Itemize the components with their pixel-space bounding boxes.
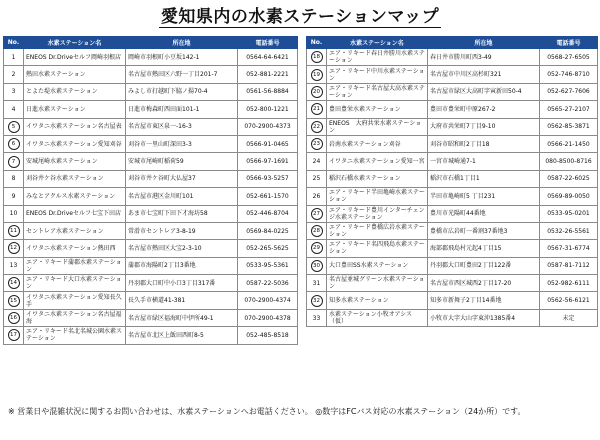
station-number-cell	[307, 83, 327, 100]
station-tel: 0562-85-3871	[540, 118, 598, 135]
station-number: 26	[312, 192, 321, 200]
station-name: 知多水素ステーション	[327, 292, 428, 309]
station-number-cell	[307, 66, 327, 83]
station-number-cell	[4, 309, 24, 326]
table-row	[307, 275, 598, 292]
table-row	[307, 83, 598, 100]
station-number: 1	[11, 53, 16, 61]
station-number-cell	[4, 292, 24, 309]
fc-bus-circle-number: 5	[8, 121, 20, 133]
station-number: 25	[312, 175, 321, 183]
station-number-cell	[4, 188, 24, 205]
station-address: 刈谷市井ケ谷町大仏屋37	[126, 170, 238, 187]
station-tel: 052-446-8704	[238, 205, 298, 222]
station-tel: 0587-22-5036	[238, 275, 298, 292]
table-row	[4, 275, 298, 292]
station-number-cell	[4, 49, 24, 66]
station-number-cell	[307, 49, 327, 66]
station-name: 岩南水素ステーション刈谷	[327, 135, 428, 152]
station-address: 長久手市横道41-381	[126, 292, 238, 309]
station-number-cell	[307, 118, 327, 135]
station-name: エア・リキード名古屋大高水素ステーション	[327, 83, 428, 100]
station-address: 名古屋市緑区福海町中伊所49-1	[126, 309, 238, 326]
station-number-cell	[4, 327, 24, 344]
header-address: 所在地	[428, 37, 540, 49]
station-address: 大府市共栄町7丁目9-10	[428, 118, 540, 135]
station-name: イワタニ水素ステーション名古屋福海	[24, 309, 126, 326]
station-address: 刈谷市一里山町深田3-3	[126, 135, 238, 152]
station-tel: 052-746-8710	[540, 66, 598, 83]
table-row	[4, 135, 298, 152]
fc-bus-circle-number: 6	[8, 138, 20, 150]
station-name: 水素ステーション小牧オアシス（仮）	[327, 309, 428, 326]
station-table-right	[306, 36, 598, 327]
station-name: 名古屋並城グリーン水素ステーション	[327, 275, 428, 292]
station-number-cell	[4, 222, 24, 239]
station-tel: 0569-84-0225	[238, 222, 298, 239]
station-number-cell	[307, 170, 327, 187]
table-row	[307, 222, 598, 239]
footnote: ※ 営業日や混雑状況に関するお問い合わせは、水素ステーションへお電話ください。 ◎数字はFCバス対応の水素ステーション（24か所）です。	[8, 407, 526, 416]
station-tel: 080-8500-8716	[540, 153, 598, 170]
station-address: 岡崎市羽根町小豆坂142-1	[126, 49, 238, 66]
station-number: 9	[11, 192, 16, 200]
station-tel: 0562-56-6121	[540, 292, 598, 309]
station-address: 海部郡飛島村元起4丁目15	[428, 240, 540, 257]
table-row	[307, 49, 598, 66]
station-tel: 0587-81-7112	[540, 257, 598, 274]
station-address: 常滑市セントレア3-8-19	[126, 222, 238, 239]
header-address: 所在地	[126, 37, 238, 49]
station-tel: 052-627-7606	[540, 83, 598, 100]
table-row	[4, 170, 298, 187]
station-name: イワタニ水素ステーション熱田西	[24, 240, 126, 257]
header-no: No.	[307, 37, 327, 49]
station-address: 名古屋市緑区大高町字寅新田50-4	[428, 83, 540, 100]
header-name: 水素ステーション名	[24, 37, 126, 49]
station-rows-left	[4, 49, 298, 345]
station-address: 半田市亀崎町5 丁目231	[428, 188, 540, 205]
page-title	[0, 2, 600, 27]
station-tel: 052-265-5625	[238, 240, 298, 257]
station-address: 名古屋市東区泉一-16-3	[126, 118, 238, 135]
table-row	[307, 135, 598, 152]
table-row	[4, 49, 298, 66]
station-address: みよし市打越町下脇ノ揚70-4	[126, 83, 238, 100]
table-row	[4, 257, 298, 274]
station-address: あま市七宝町下田下才海坊58	[126, 205, 238, 222]
table-row	[307, 153, 598, 170]
station-number: 8	[11, 175, 16, 183]
station-tel: 0566-93-5257	[238, 170, 298, 187]
table-row	[4, 153, 298, 170]
station-number: 31	[312, 279, 321, 287]
station-name: とよた堤水素ステーション	[24, 83, 126, 100]
station-number: 4	[11, 105, 16, 113]
station-name: エア・リキード名四飛島水素ステーション	[327, 240, 428, 257]
table-row	[307, 309, 598, 326]
station-address: 名古屋市熱田区大宝2-3-10	[126, 240, 238, 257]
station-number: 3	[11, 88, 16, 96]
table-row	[307, 101, 598, 118]
station-tel: 0568-27-6505	[540, 49, 598, 66]
station-number-cell	[4, 170, 24, 187]
station-name: エア・リキード豊川インターチェンジ水素ステーション	[327, 205, 428, 222]
station-number-cell	[307, 188, 327, 205]
station-tel: 052-800-1221	[238, 101, 298, 118]
fc-bus-circle-number: 22	[311, 121, 323, 133]
page-title-text: 愛知県内の水素ステーションマップ	[160, 7, 440, 27]
station-address: 名古屋市北区上飯田西町8-5	[126, 327, 238, 344]
station-number-cell	[4, 101, 24, 118]
table-row	[307, 170, 598, 187]
table-row	[4, 292, 298, 309]
station-name: エア・リキード春日井勝川水素ステーション	[327, 49, 428, 66]
table-header-row	[4, 37, 298, 49]
station-address: 春日井市勝川町西3-49	[428, 49, 540, 66]
station-tel: 0564-64-6421	[238, 49, 298, 66]
station-tel: 0566-97-1691	[238, 153, 298, 170]
station-name: 稲沢石橋水素ステーション	[327, 170, 428, 187]
station-number-cell	[4, 153, 24, 170]
table-row	[307, 292, 598, 309]
station-number-cell	[4, 240, 24, 257]
station-number-cell	[307, 101, 327, 118]
station-address: 丹羽郡大口町中小口3丁目317番	[126, 275, 238, 292]
station-tel: 0565-27-2107	[540, 101, 598, 118]
station-address: 一宮市城崎通7-1	[428, 153, 540, 170]
fc-bus-circle-number: 18	[311, 51, 323, 63]
fc-bus-circle-number: 20	[311, 86, 323, 98]
station-name: 日進水素ステーション	[24, 101, 126, 118]
table-row	[4, 222, 298, 239]
station-tel: 0566-21-1450	[540, 135, 598, 152]
header-tel: 電話番号	[238, 37, 298, 49]
station-address: 豊川市光陽町44番地	[428, 205, 540, 222]
station-address: 名古屋市西区城西2丁目17-20	[428, 275, 540, 292]
station-tel: 0587-22-6025	[540, 170, 598, 187]
fc-bus-circle-number: 12	[8, 242, 20, 254]
fc-bus-circle-number: 7	[8, 156, 20, 168]
station-name: ENEOS Dr.Driveセルフ岡崎羽根店	[24, 49, 126, 66]
station-tel: 0569-89-0050	[540, 188, 598, 205]
station-name: ENEOS Dr.Driveセルフ七宝下田店	[24, 205, 126, 222]
station-tel: 0532-26-5561	[540, 222, 598, 239]
station-number-cell	[4, 83, 24, 100]
table-row	[307, 66, 598, 83]
station-number: 13	[9, 262, 18, 270]
station-address: 小牧市大字大山字東沖1385番4	[428, 309, 540, 326]
station-number-cell	[307, 292, 327, 309]
station-tel: 0533-95-0201	[540, 205, 598, 222]
station-number-cell	[4, 275, 24, 292]
fc-bus-circle-number: 11	[8, 225, 20, 237]
station-name: エア・リキード中川水素ステーション	[327, 66, 428, 83]
station-name: イワタニ水素ステーション愛知一宮	[327, 153, 428, 170]
fc-bus-circle-number: 15	[8, 295, 20, 307]
station-address: 名古屋市港区金川町101	[126, 188, 238, 205]
station-tel: 052-485-8518	[238, 327, 298, 344]
table-row	[4, 188, 298, 205]
station-name: イワタニ水素ステーション愛知長久手	[24, 292, 126, 309]
station-number-cell	[4, 135, 24, 152]
header-tel: 電話番号	[540, 37, 598, 49]
station-tel: 052-982-6111	[540, 275, 598, 292]
station-address: 知多市新舞子2丁目14番地	[428, 292, 540, 309]
station-name: ENEOS 大府共栄水素ステーション	[327, 118, 428, 135]
station-name: イワタニ水素ステーション名古屋表	[24, 118, 126, 135]
station-tel: 070-2900-4373	[238, 118, 298, 135]
fc-bus-circle-number: 27	[311, 208, 323, 220]
station-number-cell	[4, 205, 24, 222]
fc-bus-circle-number: 21	[311, 103, 323, 115]
header-no: No.	[4, 37, 24, 49]
station-number-cell	[307, 205, 327, 222]
station-tel: 0561-56-8884	[238, 83, 298, 100]
station-tel: 052-661-1570	[238, 188, 298, 205]
station-name: エア・リキード豊橋広岩水素ステーション	[327, 222, 428, 239]
station-number-cell	[307, 135, 327, 152]
fc-bus-circle-number: 14	[8, 277, 20, 289]
fc-bus-circle-number: 23	[311, 138, 323, 150]
station-tel: 052-881-2221	[238, 66, 298, 83]
station-name: セントレア水素ステーション	[24, 222, 126, 239]
table-row	[4, 309, 298, 326]
station-number-cell	[307, 275, 327, 292]
table-row	[4, 118, 298, 135]
station-address: 蒲郡市海陽町2丁目3番地	[126, 257, 238, 274]
station-address: 名古屋市熱田区六野一丁目201-7	[126, 66, 238, 83]
station-tel: 0533-95-5361	[238, 257, 298, 274]
station-tel: 070-2900-4374	[238, 292, 298, 309]
fc-bus-circle-number: 32	[311, 295, 323, 307]
fc-bus-circle-number: 16	[8, 312, 20, 324]
station-address: 名古屋市中川区高杉町321	[428, 66, 540, 83]
station-rows-right	[307, 49, 598, 327]
station-name: 熱田水素ステーション	[24, 66, 126, 83]
station-address: 日進市梅森町西田面101-1	[126, 101, 238, 118]
station-name: イワタニ水素ステーション愛知刈谷	[24, 135, 126, 152]
station-name: 安城尾崎水素ステーション	[24, 153, 126, 170]
station-address: 丹羽郡大口町豊田2丁目122番	[428, 257, 540, 274]
fc-bus-circle-number: 19	[311, 69, 323, 81]
station-name: エア・リキード名北名城公園水素ステーション	[24, 327, 126, 344]
station-name: 刈谷井ケ谷水素ステーション	[24, 170, 126, 187]
table-row	[4, 240, 298, 257]
table-row	[307, 257, 598, 274]
station-tel: 未定	[540, 309, 598, 326]
station-tel: 0567-31-6774	[540, 240, 598, 257]
station-tel: 0566-91-0465	[238, 135, 298, 152]
station-name: 豊田豊栄水素ステーション	[327, 101, 428, 118]
table-row	[307, 188, 598, 205]
station-name: みなとアクルス水素ステーション	[24, 188, 126, 205]
fc-bus-circle-number: 17	[8, 329, 20, 341]
table-header-row	[307, 37, 598, 49]
station-table-left	[3, 36, 298, 345]
station-number-cell	[307, 309, 327, 326]
station-address: 稲沢市石橋1丁目1	[428, 170, 540, 187]
station-address: 豊橋市広岩町一番割37番地3	[428, 222, 540, 239]
station-name: エア・リキード大口水素ステーション	[24, 275, 126, 292]
table-row	[4, 327, 298, 344]
station-number-cell	[307, 153, 327, 170]
station-address: 安城市尾崎町稲荷59	[126, 153, 238, 170]
station-number-cell	[307, 222, 327, 239]
station-name: エア・リキード蒲郡水素ステーション	[24, 257, 126, 274]
table-row	[307, 240, 598, 257]
station-number: 2	[11, 71, 16, 79]
station-number: 33	[312, 314, 321, 322]
fc-bus-circle-number: 28	[311, 225, 323, 237]
fc-bus-circle-number: 29	[311, 242, 323, 254]
station-number-cell	[307, 257, 327, 274]
fc-bus-circle-number: 30	[311, 260, 323, 272]
table-row	[307, 205, 598, 222]
station-address: 豊田市豊栄町中原267-2	[428, 101, 540, 118]
station-number-cell	[4, 66, 24, 83]
station-address: 刈谷市昭和町2丁目18	[428, 135, 540, 152]
table-row	[4, 83, 298, 100]
table-row	[4, 205, 298, 222]
station-tel: 070-2900-4378	[238, 309, 298, 326]
station-number: 10	[9, 210, 18, 218]
header-name: 水素ステーション名	[327, 37, 428, 49]
station-name: エア・リキード半田亀崎水素ステーション	[327, 188, 428, 205]
table-row	[4, 66, 298, 83]
table-row	[307, 118, 598, 135]
station-name: 大口豊田SS水素ステーション	[327, 257, 428, 274]
table-row	[4, 101, 298, 118]
station-number: 24	[312, 158, 321, 166]
station-number-cell	[4, 118, 24, 135]
station-number-cell	[4, 257, 24, 274]
station-number-cell	[307, 240, 327, 257]
